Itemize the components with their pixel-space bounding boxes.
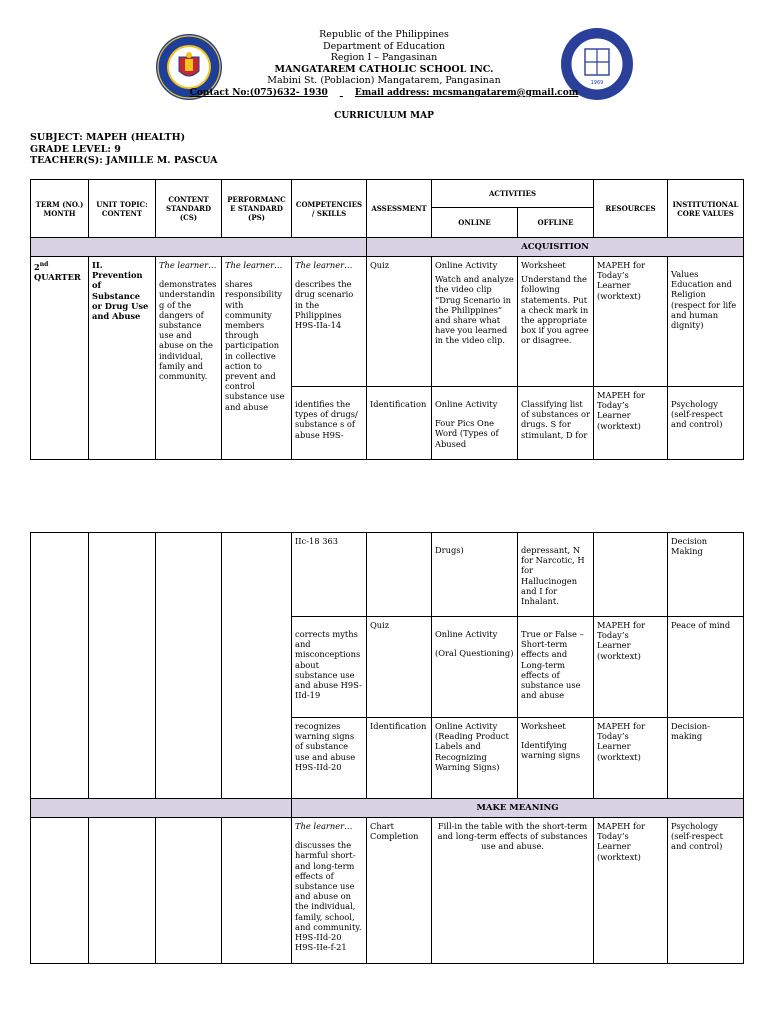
resources-cell: MAPEH for Today’s Learner (worktext) bbox=[594, 818, 668, 964]
band-spacer bbox=[31, 238, 367, 257]
term-quarter: QUARTER bbox=[34, 271, 81, 282]
values-text: Psychology (self-respect and control) bbox=[671, 399, 723, 430]
competency-cell bbox=[292, 257, 367, 387]
values-text: Values Education and Religion (respect for life and human dignity) bbox=[671, 269, 737, 331]
activity-merged-cell: Fill-in the table with the short-term and long-term effects of substances use and abuse. bbox=[432, 818, 594, 964]
resources-cell: MAPEH for Today’s Learner (worktext) bbox=[594, 257, 668, 387]
comp-text: corrects myths and misconceptions about substance use and abuse H9S-IId-19 bbox=[295, 629, 362, 701]
assessment-cell: Chart Completion bbox=[367, 818, 432, 964]
col-competencies-header: COMPETENCIES/ SKILLS bbox=[292, 180, 367, 238]
values-cell bbox=[668, 257, 744, 387]
document-meta bbox=[30, 132, 218, 167]
offline-activity-cell bbox=[518, 257, 594, 387]
curriculum-table-page1 bbox=[30, 179, 744, 460]
resources-cell: MAPEH for Today’s Learner (worktext) bbox=[594, 617, 668, 718]
col-performance-standard-header: PERFORMANCE STANDARD (PS) bbox=[222, 180, 292, 238]
offline-title: Worksheet bbox=[521, 260, 566, 270]
online-activity-cell: Online Activity (Reading Product Labels and Recognizing Warning Signs) bbox=[432, 718, 518, 799]
republic-line: Republic of the Philippines bbox=[319, 29, 449, 40]
offline-title: Worksheet bbox=[521, 721, 566, 731]
performance-standard-cell bbox=[222, 257, 292, 460]
term-suffix: nd bbox=[39, 261, 49, 268]
teacher-line: TEACHER(S): JAMILLE M. PASCUA bbox=[30, 155, 218, 166]
assessment-text: Identification bbox=[370, 399, 427, 409]
comp-intro: The learner… bbox=[295, 260, 353, 270]
unit-cell-empty bbox=[89, 533, 156, 799]
values-cell: Peace of mind bbox=[668, 617, 744, 718]
term-cell-empty bbox=[31, 818, 89, 964]
online-title: Online Activity bbox=[435, 260, 498, 270]
comp-text: discusses the harmful short- and long-term effects of substance use and abuse on the individual, family, school, and community. H9S-IId-20 H9S-IIe-f-21 bbox=[295, 840, 362, 953]
unit-cell-empty bbox=[89, 818, 156, 964]
competency-cell bbox=[292, 387, 367, 460]
online-activity-cell bbox=[432, 533, 518, 617]
resources-cell-empty bbox=[594, 533, 668, 617]
acquisition-band: ACQUISITION bbox=[367, 238, 744, 257]
online-text: (Oral Questioning) bbox=[435, 648, 514, 659]
ps-intro: The learner… bbox=[225, 260, 283, 270]
offline-text: Classifying list of substances or drugs. S for stimulant, D for bbox=[521, 399, 590, 440]
col-values-header: INSTITUTIONAL CORE VALUES bbox=[668, 180, 744, 238]
offline-activity-cell bbox=[518, 718, 594, 799]
offline-text: Understand the following statements. Put a check mark in the appropriate box if you agree or disagree. bbox=[521, 274, 589, 346]
online-activity-cell bbox=[432, 387, 518, 460]
values-cell: Psychology (self-respect and control) bbox=[668, 818, 744, 964]
cs-text: demonstrates understanding of the dangers of substance use and abuse on the individual, family and community. bbox=[159, 279, 217, 382]
col-term-header: TERM (NO.) MONTH bbox=[31, 180, 89, 238]
letterhead bbox=[0, 29, 768, 87]
offline-text: depressant, N for Narcotic, H for Hallucinogen and I for Inhalant. bbox=[521, 545, 585, 607]
col-content-standard-header: CONTENT STANDARD (CS) bbox=[156, 180, 222, 238]
make-meaning-band: MAKE MEANING bbox=[292, 799, 744, 818]
cs-cell-empty bbox=[156, 818, 222, 964]
ps-cell-empty bbox=[222, 818, 292, 964]
online-activity-cell bbox=[432, 617, 518, 718]
online-text: Four Pics One Word (Types of Abused bbox=[435, 418, 499, 449]
assessment-cell: Quiz bbox=[367, 257, 432, 387]
competency-cell bbox=[292, 818, 367, 964]
values-cell: Decision Making bbox=[668, 533, 744, 617]
online-text: Watch and analyze the video clip “Drug Scenario in the Philippines” and share what have you learned in the video clip. bbox=[435, 274, 514, 346]
col-assessment-header: ASSESSMENT bbox=[367, 180, 432, 238]
contact-line bbox=[0, 88, 768, 98]
term-cell bbox=[31, 257, 89, 460]
band-spacer bbox=[31, 799, 292, 818]
ps-text: shares responsibility with community members through participation in collective action to prevent and control substance use and abuse bbox=[225, 279, 285, 412]
contact-number: Contact No:(075)632- 1930 bbox=[189, 88, 328, 98]
col-activities-header: ACTIVITIES bbox=[432, 180, 594, 208]
subject-line: SUBJECT: MAPEH (HEALTH) bbox=[30, 132, 186, 143]
online-text: Drugs) bbox=[435, 545, 464, 555]
cs-intro: The learner… bbox=[159, 260, 217, 270]
assessment-cell: Quiz bbox=[367, 617, 432, 718]
resources-cell: MAPEH for Today’s Learner (worktext) bbox=[594, 387, 668, 460]
ps-cell-empty bbox=[222, 533, 292, 799]
offline-activity-cell bbox=[518, 387, 594, 460]
offline-text: Identifying warning signs bbox=[521, 740, 581, 761]
online-title: Online Activity bbox=[435, 399, 498, 409]
offline-text: True or False – Short-term effects and Long-term effects of substance use and abuse bbox=[521, 629, 584, 701]
document-title: CURRICULUM MAP bbox=[334, 111, 434, 121]
col-online-header: ONLINE bbox=[432, 208, 518, 238]
assessment-cell bbox=[367, 387, 432, 460]
unit-topic-cell: II. Prevention of Substance or Drug Use and Abuse bbox=[89, 257, 156, 460]
department-line: Department of Education bbox=[323, 40, 445, 52]
assessment-cell-empty bbox=[367, 533, 432, 617]
competency-cell: recognizes warning signs of substance use and abuse H9S-IId-20 bbox=[292, 718, 367, 799]
competency-cell: IIc-18 363 bbox=[292, 533, 367, 617]
term-number: 2 bbox=[34, 261, 40, 272]
email-address: Email address: mcsmangatarem@gmail.com bbox=[354, 88, 579, 98]
school-name: MANGATAREM CATHOLIC SCHOOL INC. bbox=[274, 63, 494, 75]
cs-cell-empty bbox=[156, 533, 222, 799]
col-unit-header: UNIT TOPIC: CONTENT bbox=[89, 180, 156, 238]
competency-cell bbox=[292, 617, 367, 718]
comp-text: identifies the types of drugs/ substance s of abuse H9S- bbox=[295, 399, 358, 440]
curriculum-table-page2 bbox=[30, 532, 744, 964]
resources-cell: MAPEH for Today’s Learner (worktext) bbox=[594, 718, 668, 799]
col-offline-header: OFFLINE bbox=[518, 208, 594, 238]
school-year-text: 1969 bbox=[590, 80, 604, 86]
region-line: Region I – Pangasinan bbox=[330, 52, 438, 63]
assessment-cell: Identification bbox=[367, 718, 432, 799]
term-cell-empty bbox=[31, 533, 89, 799]
col-resources-header: RESOURCES bbox=[594, 180, 668, 238]
school-address: Mabini St. (Poblacion) Mangatarem, Pangasinan bbox=[267, 75, 501, 86]
offline-activity-cell bbox=[518, 533, 594, 617]
values-cell: Decision-making bbox=[668, 718, 744, 799]
values-cell bbox=[668, 387, 744, 460]
online-title: Online Activity bbox=[435, 629, 498, 639]
online-activity-cell bbox=[432, 257, 518, 387]
comp-intro: The learner… bbox=[295, 821, 353, 831]
offline-activity-cell bbox=[518, 617, 594, 718]
comp-text: describes the drug scenario in the Philippines H9S-IIa-14 bbox=[295, 279, 354, 331]
grade-line: GRADE LEVEL: 9 bbox=[30, 143, 121, 155]
content-standard-cell bbox=[156, 257, 222, 460]
